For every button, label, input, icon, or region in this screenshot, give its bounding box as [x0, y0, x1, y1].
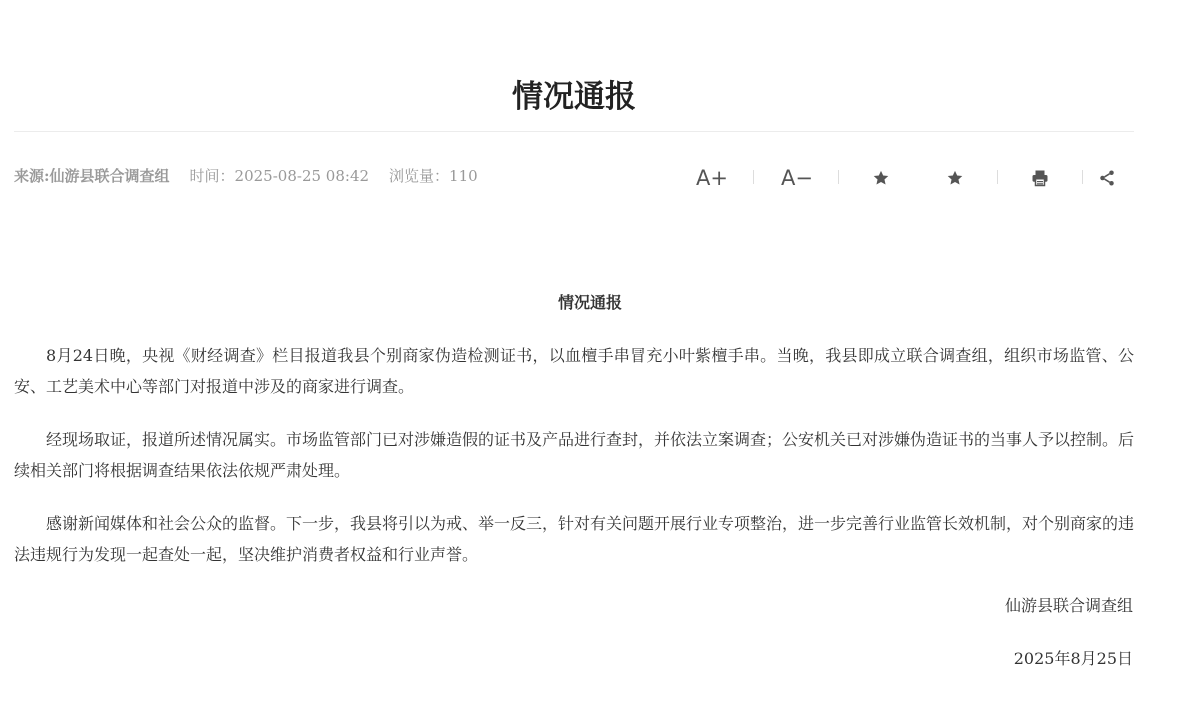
meta-source: 来源:仙游县联合调查组 — [14, 166, 170, 185]
font-decrease-button[interactable]: A− — [781, 166, 813, 190]
article-paragraph: 8月24日晚，央视《财经调查》栏目报道我县个别商家伪造检测证书，以血檀手串冒充小叶紫檀手串。当晚，我县即成立联合调查组，组织市场监管、公安、工艺美术中心等部门对报道中涉及的商家进行调查。 — [14, 346, 1134, 396]
title-divider — [14, 131, 1134, 132]
article-subtitle: 情况通报 — [557, 293, 622, 312]
signature-organization: 仙游县联合调查组 — [1004, 596, 1133, 615]
star-icon — [872, 169, 890, 187]
article-body — [14, 340, 1134, 592]
favorite-button[interactable] — [867, 164, 895, 192]
share-icon — [1098, 169, 1116, 187]
article-paragraph: 感谢新闻媒体和社会公众的监督。下一步，我县将引以为戒、举一反三，针对有关问题开展行业专项整治，进一步完善行业监管长效机制，对个别商家的违法违规行为发现一起查处一起，坚决维护消费者权益和行业声誉。 — [14, 514, 1135, 564]
print-icon — [1031, 169, 1049, 187]
page-title: 情况通报 — [512, 78, 636, 115]
toolbar-divider — [997, 170, 998, 184]
share-button[interactable] — [1093, 164, 1121, 192]
collect-button[interactable] — [941, 164, 969, 192]
meta-time: 时间：2025-08-25 08:42 — [189, 166, 370, 185]
article-toolbar — [690, 164, 1130, 192]
toolbar-divider — [753, 170, 754, 184]
star-icon — [946, 169, 964, 187]
article-meta — [14, 164, 498, 186]
meta-views: 浏览量：110 — [389, 166, 478, 185]
toolbar-divider — [1082, 170, 1083, 184]
font-increase-button[interactable]: A+ — [696, 166, 728, 190]
signature-date: 2025年8月25日 — [1013, 649, 1133, 668]
toolbar-divider — [838, 170, 839, 184]
print-button[interactable] — [1026, 164, 1054, 192]
article-paragraph: 经现场取证，报道所述情况属实。市场监管部门已对涉嫌造假的证书及产品进行查封，并依法立案调查；公安机关已对涉嫌伪造证书的当事人予以控制。后续相关部门将根据调查结果依法依规严肃处理。 — [14, 430, 1135, 480]
